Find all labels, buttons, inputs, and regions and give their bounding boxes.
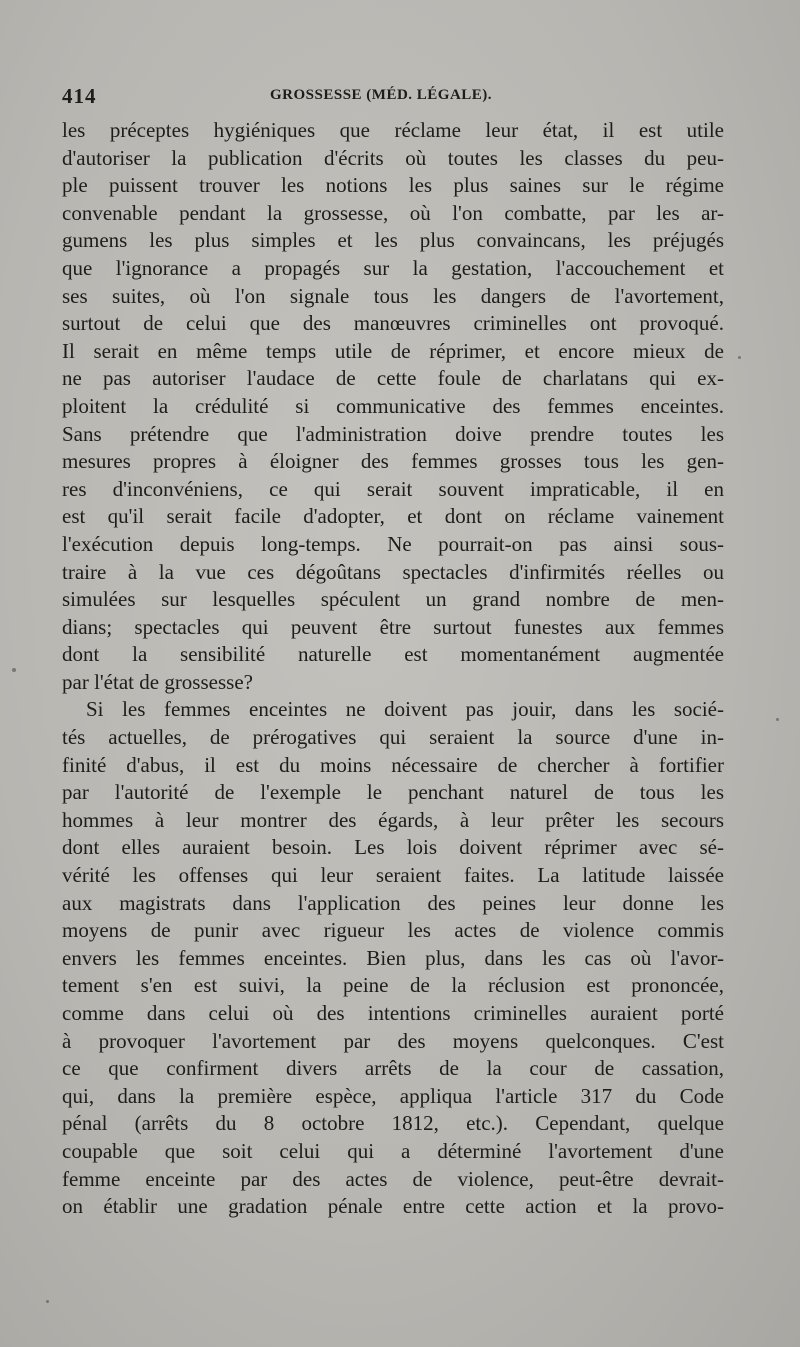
text-line: par l'état de grossesse? — [62, 669, 253, 694]
page-header — [62, 84, 736, 114]
text-line: vérité les offenses qui leur seraient faites. La latitude laissée — [62, 863, 724, 888]
text-line: qui, dans la première espèce, appliqua l'article 317 du Code — [62, 1083, 724, 1108]
text-line: que l'ignorance a propagés sur la gestation, l'accouchement et — [62, 255, 724, 280]
text-line: dont la sensibilité naturelle est momentanément augmentée — [62, 642, 724, 667]
text-line: traire à la vue ces dégoûtans spectacles d'infirmités réelles ou — [62, 559, 724, 584]
text-line: ple puissent trouver les notions les plus saines sur le régime — [62, 173, 724, 198]
text-line: dont elles auraient besoin. Les lois doivent réprimer avec sé- — [62, 835, 724, 860]
body-text — [62, 117, 724, 1221]
text-line: tement s'en est suivi, la peine de la réclusion est prononcée, — [62, 973, 724, 998]
text-line: l'exécution depuis long-temps. Ne pourrait-on pas ainsi sous- — [62, 531, 724, 556]
text-line: les préceptes hygiéniques que réclame leur état, il est utile — [62, 118, 724, 142]
paper-speck — [46, 1300, 49, 1303]
paragraph-2 — [62, 696, 724, 1220]
text-line: moyens de punir avec rigueur les actes de violence commis — [62, 918, 724, 943]
text-line: mesures propres à éloigner des femmes grosses tous les gen- — [62, 449, 724, 474]
text-line: Il serait en même temps utile de réprimer, et encore mieux de — [62, 338, 724, 363]
text-line: par l'autorité de l'exemple le penchant naturel de tous les — [62, 780, 724, 805]
text-line: comme dans celui où des intentions criminelles auraient porté — [62, 1001, 724, 1025]
text-line: est qu'il serait facile d'adopter, et dont on réclame vainement — [62, 504, 724, 529]
text-line: Sans prétendre que l'administration doive prendre toutes les — [62, 421, 724, 446]
paragraph-1 — [62, 117, 724, 696]
text-line: femme enceinte par des actes de violence, peut-être devrait- — [62, 1166, 724, 1191]
text-line: ne pas autoriser l'audace de cette foule de charlatans qui ex- — [62, 366, 724, 391]
text-line: gumens les plus simples et les plus convaincans, les préjugés — [62, 228, 724, 253]
text-line: hommes à leur montrer des égards, à leur prêter les secours — [62, 807, 724, 832]
text-line: Si les femmes enceintes ne doivent pas jouir, dans les socié- — [86, 697, 724, 722]
text-line: on établir une gradation pénale entre cette action et la provo- — [62, 1194, 724, 1219]
text-line: à provoquer l'avortement par des moyens quelconques. C'est — [62, 1028, 724, 1053]
paper-speck — [12, 668, 16, 672]
paper-speck — [776, 718, 779, 721]
text-line: finité d'abus, il est du moins nécessaire de chercher à fortifier — [62, 752, 724, 777]
text-line: tés actuelles, de prérogatives qui seraient la source d'une in- — [62, 725, 724, 750]
paper-speck — [738, 356, 741, 359]
page-number: 414 — [62, 84, 97, 108]
text-line: ses suites, où l'on signale tous les dangers de l'avortement, — [62, 283, 724, 308]
text-line: coupable que soit celui qui a déterminé l'avortement d'une — [62, 1138, 724, 1163]
text-line: surtout de celui que des manœuvres criminelles ont provoqué. — [62, 311, 724, 336]
text-line: d'autoriser la publication d'écrits où toutes les classes du peu- — [62, 145, 724, 170]
text-line: simulées sur lesquelles spéculent un grand nombre de men- — [62, 587, 724, 612]
text-line: aux magistrats dans l'application des peines leur donne les — [62, 890, 724, 915]
text-line: pénal (arrêts du 8 octobre 1812, etc.). Cependant, quelque — [62, 1111, 724, 1136]
text-line: convenable pendant la grossesse, où l'on combatte, par les ar- — [62, 200, 724, 225]
text-line: envers les femmes enceintes. Bien plus, dans les cas où l'avor- — [62, 945, 724, 970]
running-head: GROSSESSE (MÉD. LÉGALE). — [270, 87, 493, 103]
text-line: ploitent la crédulité si communicative des femmes enceintes. — [62, 393, 724, 418]
text-line: ce que confirment divers arrêts de la cour de cassation, — [62, 1056, 724, 1081]
text-line: dians; spectacles qui peuvent être surtout funestes aux femmes — [62, 614, 724, 639]
text-line: res d'inconvéniens, ce qui serait souvent impraticable, il en — [62, 476, 724, 501]
